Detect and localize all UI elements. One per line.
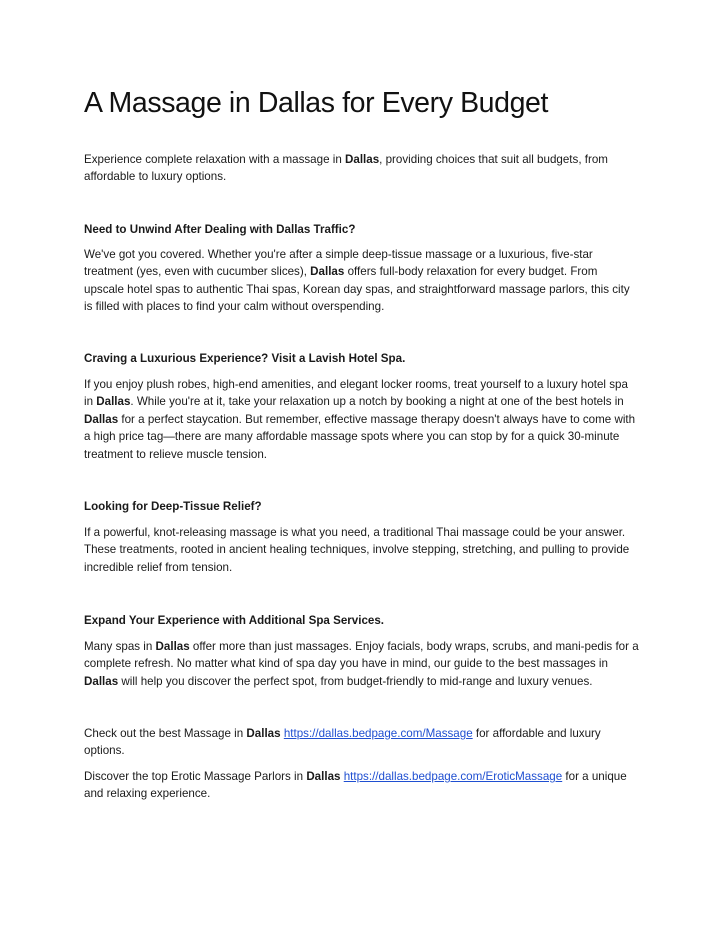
paragraph-text-mid: . While you're at it, take your relaxation up a notch by booking a night at one of the best hotels in	[130, 395, 624, 409]
link-paragraph-massage	[84, 725, 640, 760]
paragraph-text-end: for a perfect staycation. But remember, effective massage therapy doesn't always have to come with a high price tag—there are many affordable massage spots where you can stop by for a quick 30-minute treatment to relieve muscle tension.	[84, 412, 636, 461]
link-paragraph-text-end: for affordable and luxury options.	[84, 727, 601, 758]
paragraph-text: If you enjoy plush robes, high-end amenities, and elegant locker rooms, treat yourself to a luxury hotel spa in	[84, 378, 628, 409]
section-paragraph-traffic	[84, 246, 640, 316]
paragraph-bold: Dallas	[155, 640, 190, 653]
paragraph-bold: Dallas	[96, 395, 131, 409]
massage-link[interactable]: https://dallas.bedpage.com/Massage	[283, 727, 473, 740]
section-heading-traffic: Need to Unwind After Dealing with Dallas Traffic?	[84, 223, 356, 236]
erotic-massage-link[interactable]: https://dallas.bedpage.com/EroticMassage	[343, 770, 563, 783]
intro-text: Experience complete relaxation with a massage in	[84, 153, 345, 166]
link-paragraph-text: Discover the top Erotic Massage Parlors in	[84, 770, 307, 783]
link-paragraph-text: Check out the best Massage in	[84, 727, 247, 740]
section-heading-hotel-spa: Craving a Luxurious Experience? Visit a Lavish Hotel Spa.	[84, 352, 406, 365]
section-paragraph-deep-tissue: If a powerful, knot-releasing massage is what you need, a traditional Thai massage could be your answer. These treatments, rooted in ancient healing techniques, involve stepping, stretching, and pulling to provide incredible relief from tension.	[84, 526, 630, 574]
paragraph-text: We've got you covered. Whether you're after a simple deep-tissue massage or a luxurious, five-star treatment (yes, even with cucumber slices),	[84, 248, 593, 279]
page-title: A Massage in Dallas for Every Budget	[84, 87, 549, 119]
paragraph-text-mid: offer more than just massages. Enjoy facials, body wraps, scrubs, and mani-pedis for a complete refresh. No matter what kind of spa day you have in mind, our guide to the best massages in	[84, 640, 639, 671]
section-paragraph-spa-services	[84, 638, 640, 690]
intro-text-end: , providing choices that suit all budgets, from affordable to luxury options.	[84, 153, 608, 184]
link-paragraph-bold: Dallas	[306, 770, 341, 783]
paragraph-bold-2: Dallas	[84, 412, 119, 426]
link-paragraph-erotic-massage	[84, 768, 640, 803]
paragraph-text-end: offers full-body relaxation for every budget. From upscale hotel spas to authentic Thai spas, Korean day spas, and straightforward massage parlors, this city is filled with places to find your calm without overspending.	[84, 265, 630, 314]
link-paragraph-text-end: for a unique and relaxing experience.	[84, 770, 627, 801]
intro-paragraph	[84, 151, 640, 186]
section-heading-deep-tissue: Looking for Deep-Tissue Relief?	[84, 500, 262, 513]
paragraph-bold-2: Dallas	[84, 674, 119, 688]
link-paragraph-bold: Dallas	[246, 727, 281, 740]
section-paragraph-hotel-spa	[84, 376, 640, 463]
paragraph-bold: Dallas	[310, 265, 345, 279]
intro-bold: Dallas	[345, 153, 380, 166]
paragraph-text: Many spas in	[84, 640, 156, 653]
paragraph-text-end: will help you discover the perfect spot, from budget-friendly to mid-range and luxury venues.	[118, 674, 593, 688]
section-heading-spa-services: Expand Your Experience with Additional Spa Services.	[84, 614, 385, 627]
